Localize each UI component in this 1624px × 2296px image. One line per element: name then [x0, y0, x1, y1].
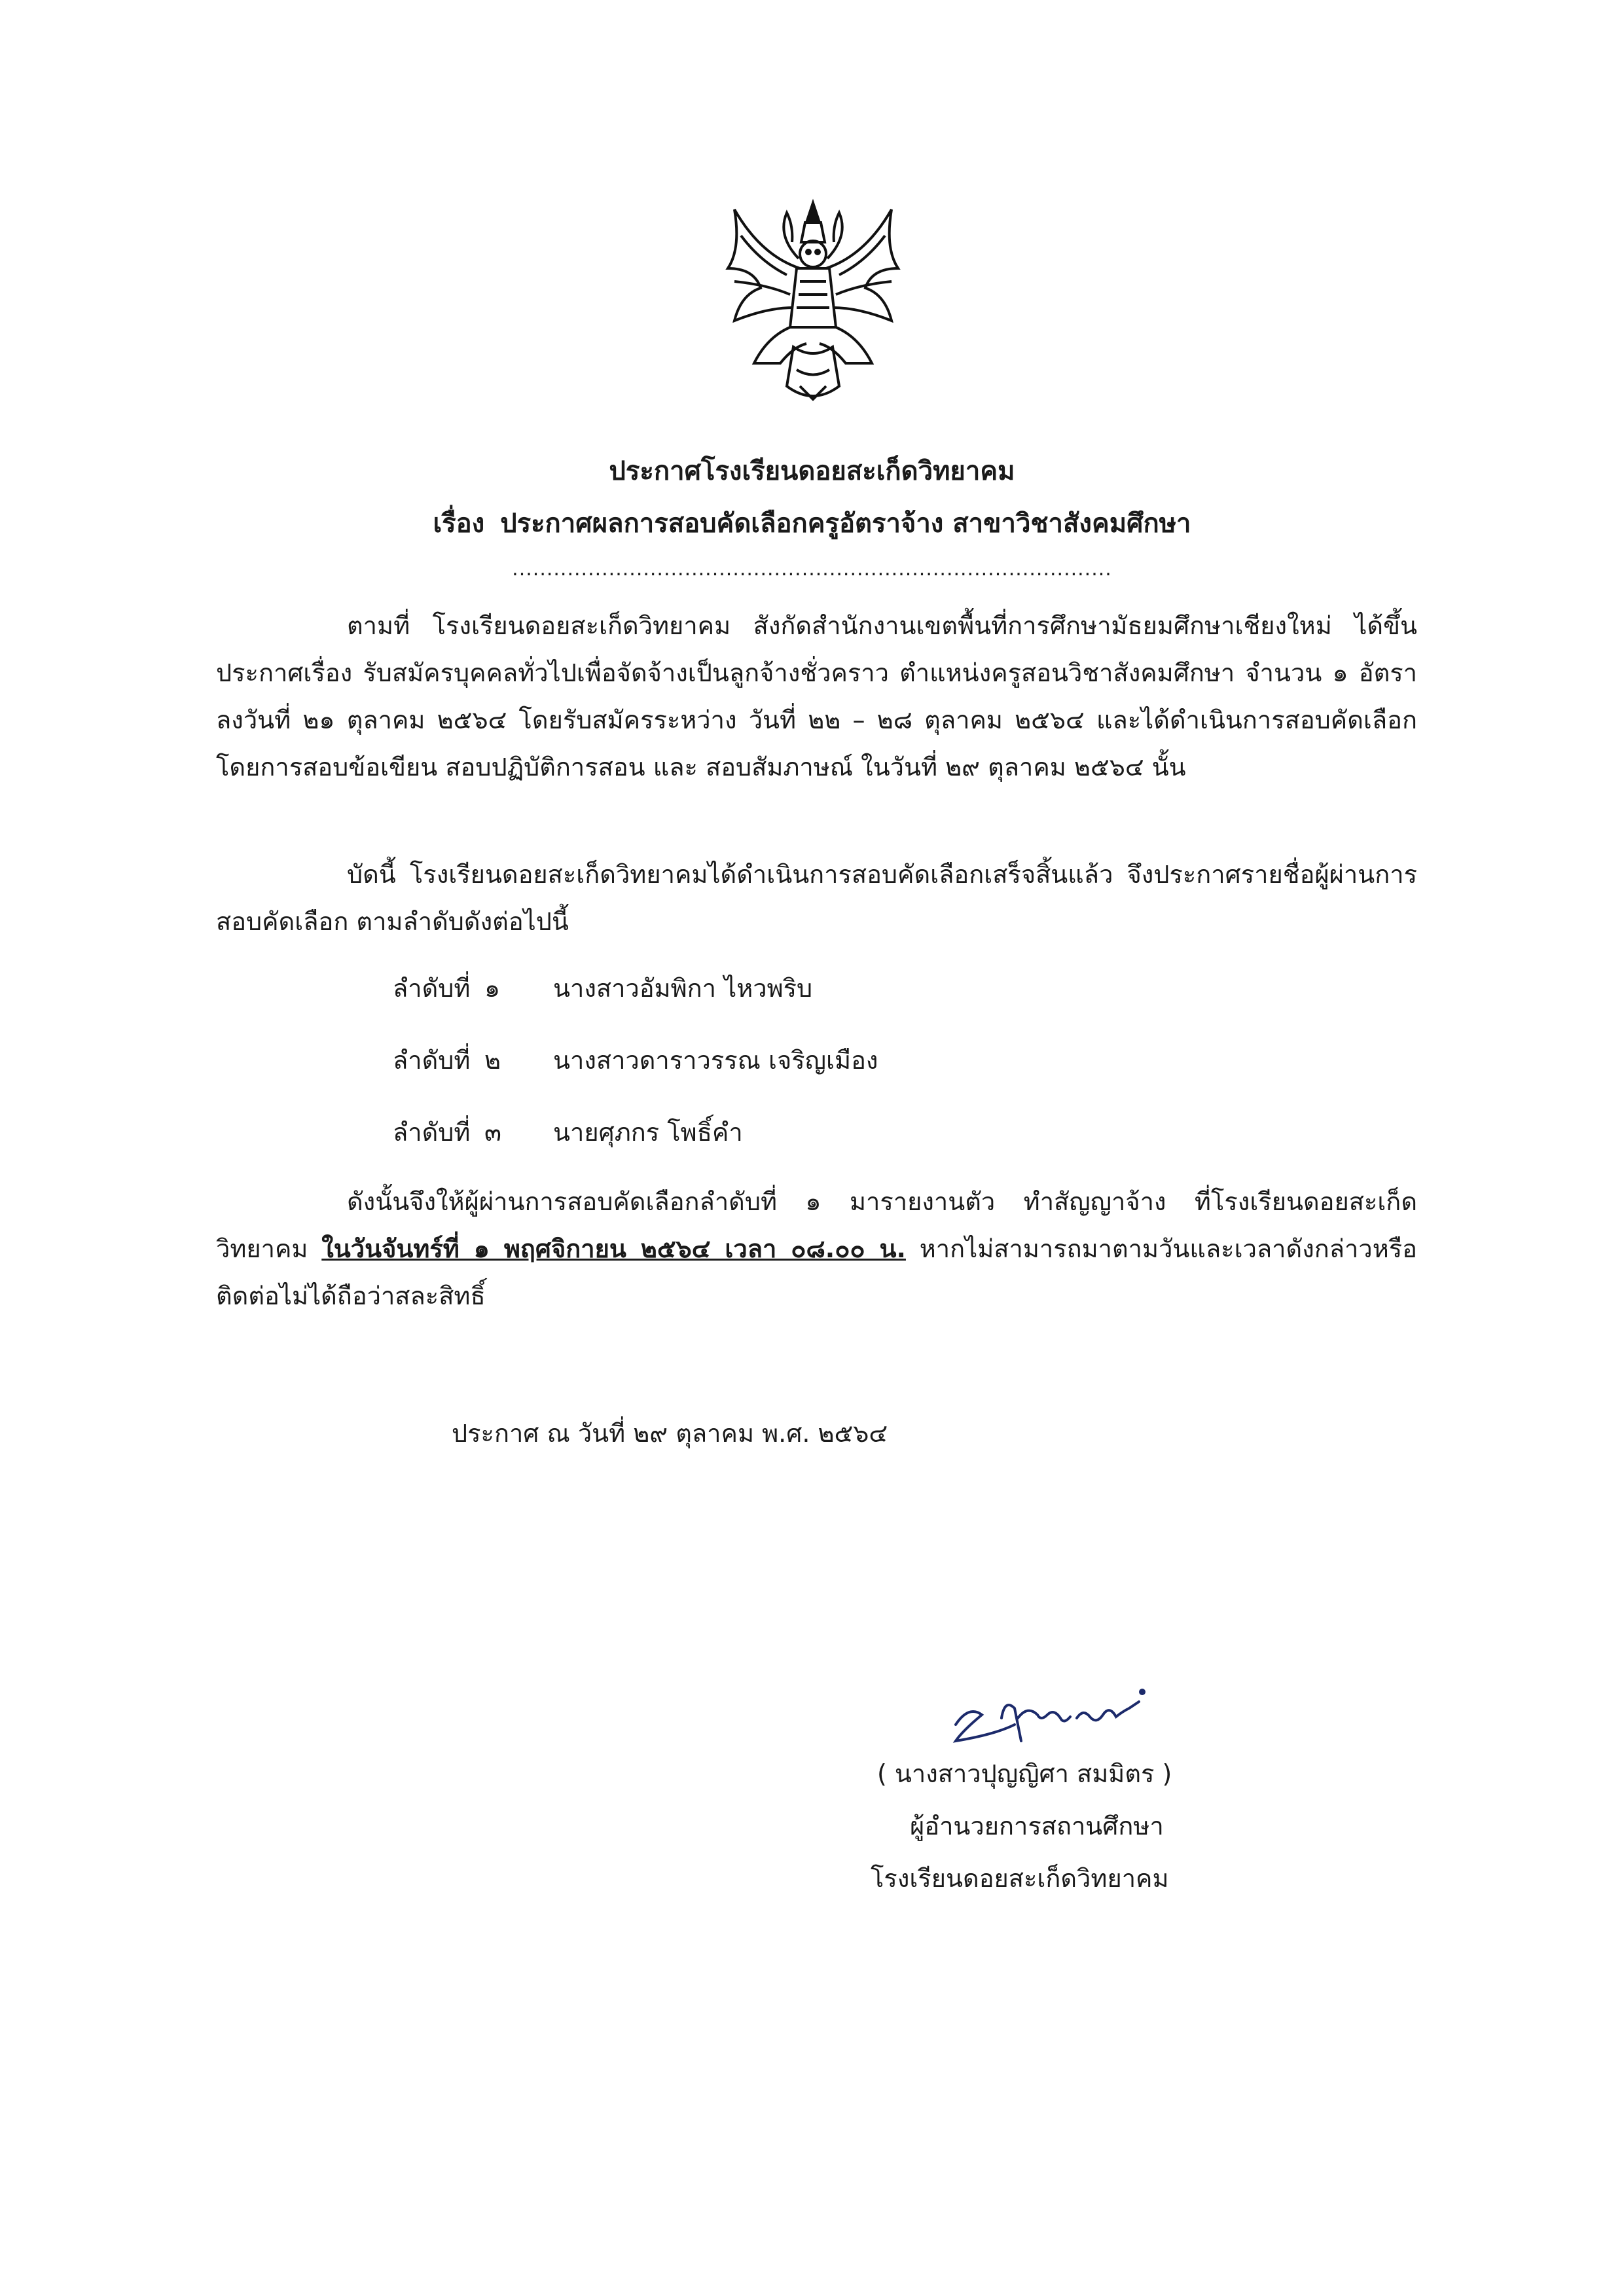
rank-name: นางสาวดาราวรรณ เจริญเมือง	[553, 1046, 878, 1075]
rank-name: นายศุภกร โพธิ์คำ	[553, 1118, 743, 1147]
ranking-item	[393, 1041, 878, 1080]
rank-label: ลำดับที่	[393, 974, 471, 1003]
subject-label: เรื่อง	[433, 509, 485, 539]
rank-label: ลำดับที่	[393, 1046, 471, 1075]
signatory-name: ( นางสาวปุญญิศา สมมิตร )	[877, 1759, 1172, 1788]
garuda-emblem-icon	[715, 196, 911, 412]
ranking-item	[393, 1113, 743, 1152]
ranking-item	[393, 969, 812, 1008]
instructions-text: ดังนั้นจึงให้ผู้ผ่านการสอบคัดเลือกลำดับที่ ๑ มารายงานตัว ทำสัญญาจ้าง ที่โรงเรียนดอยสะเก็ดวิทยาคม	[216, 1187, 1417, 1263]
rank-label: ลำดับที่	[393, 1118, 471, 1147]
instructions-tail: หากไม่สามารถมาตามวันและเวลาดังกล่าวหรือติดต่อไม่ได้ถือว่าสละสิทธิ์	[216, 1234, 1418, 1310]
signatory-organization: โรงเรียนดอยสะเก็ดวิทยาคม	[871, 1864, 1169, 1893]
paragraph-instructions	[216, 1178, 1417, 1319]
document-subject	[0, 504, 1624, 543]
document-title: ประกาศโรงเรียนดอยสะเก็ดวิทยาคม	[609, 456, 1015, 486]
subject-text: ประกาศผลการสอบคัดเลือกครูอัตราจ้าง สาขาวิชาสังคมศึกษา	[500, 509, 1191, 539]
handwritten-signature	[943, 1679, 1152, 1751]
rank-number: ๑	[484, 974, 501, 1003]
title-separator: .......................................................................................	[512, 558, 1112, 581]
rank-number: ๒	[484, 1046, 501, 1075]
announcement-date: ประกาศ ณ วันที่ ๒๙ ตุลาคม พ.ศ. ๒๕๖๔	[452, 1419, 888, 1448]
paragraph-announcement: บัดนี้ โรงเรียนดอยสะเก็ดวิทยาคมได้ดำเนินการสอบคัดเลือกเสร็จสิ้นแล้ว จึงประกาศรายชื่อผู้ผ่านการสอบคัดเลือก ตามลำดับดังต่อไปนี้	[216, 860, 1417, 936]
rank-name: นางสาวอัมพิกา ไหวพริบ	[553, 974, 813, 1003]
rank-number: ๓	[484, 1118, 501, 1147]
signatory-position: ผู้อำนวยการสถานศึกษา	[910, 1812, 1164, 1840]
report-date-emphasis: ในวันจันทร์ที่ ๑ พฤศจิกายน ๒๕๖๔ เวลา ๐๘.๐๐ น.	[321, 1234, 906, 1263]
paragraph-background: ตามที่ โรงเรียนดอยสะเก็ดวิทยาคม สังกัดสำนักงานเขตพื้นที่การศึกษามัธยมศึกษาเชียงใหม่ ได้ขึ้นประกาศเรื่อง รับสมัครบุคคลทั่วไปเพื่อจัดจ้างเป็นลูกจ้างชั่วคราว ตำแหน่งครูสอนวิชาสังคมศึกษา จำนวน ๑ อัตรา ลงวันที่ ๒๑ ตุลาคม ๒๕๖๔ โดยรับสมัครระหว่าง วันที่ ๒๒ – ๒๘ ตุลาคม ๒๕๖๔ และได้ดำเนินการสอบคัดเลือกโดยการสอบข้อเขียน สอบปฏิบัติการสอน และ สอบสัมภาษณ์ ในวันที่ ๒๙ ตุลาคม ๒๕๖๔ นั้น	[216, 611, 1417, 781]
